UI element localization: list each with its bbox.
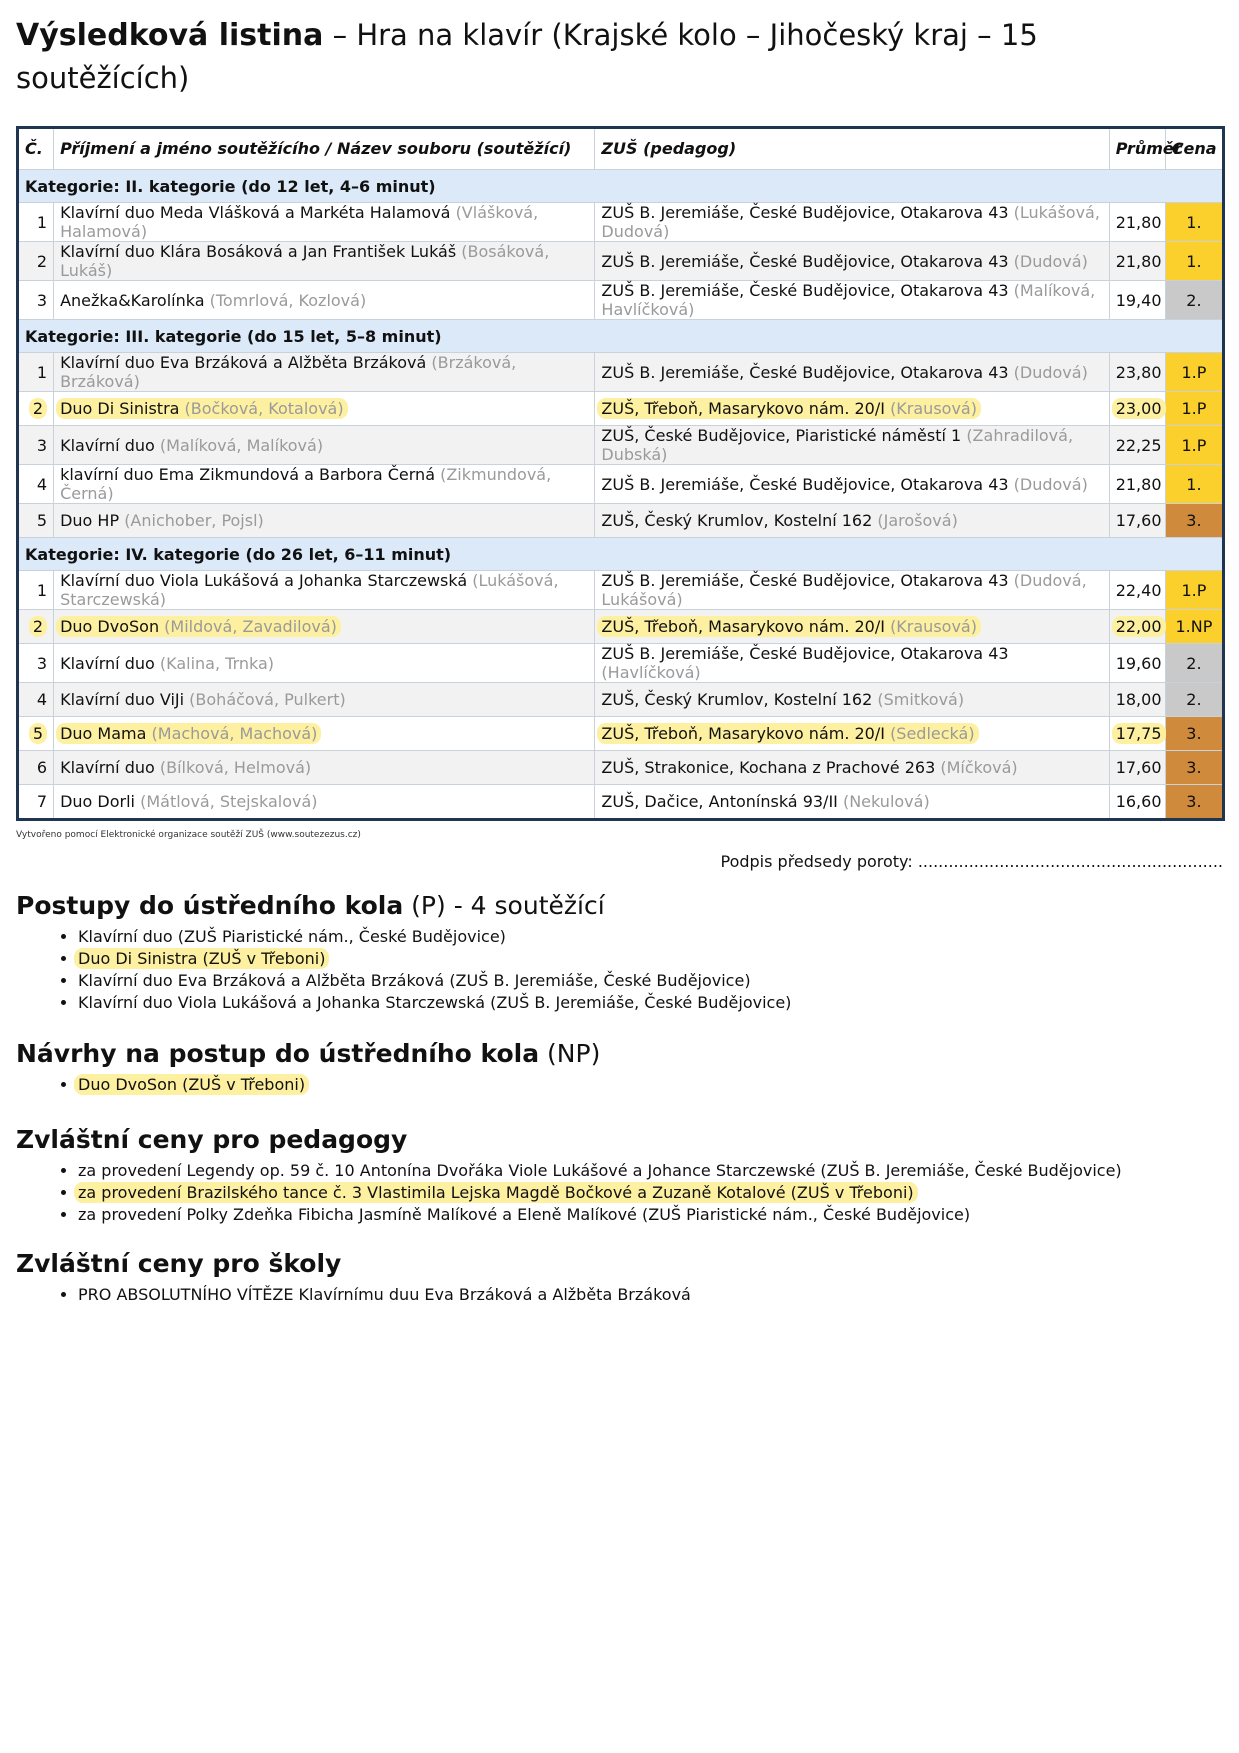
row-number-highlight: 2 [29, 398, 47, 419]
school-cell [595, 717, 1109, 751]
row-number: 4 [18, 683, 54, 717]
contestant-cell [54, 504, 595, 538]
score-highlight: 23,00 [1112, 398, 1166, 419]
school-name: ZUŠ, Dačice, Antonínská 93/II [601, 792, 838, 811]
teacher-name: (Malíková, Havlíčková) [601, 281, 1096, 319]
teacher-name: (Dudová) [1013, 474, 1088, 494]
school-name: ZUŠ B. Jeremiáše, České Budějovice, Otakarova 43 [601, 474, 1009, 494]
col-header-prize: Cena [1165, 128, 1223, 170]
average-score: 23,80 [1109, 353, 1165, 392]
prize-badge: 3. [1165, 751, 1223, 785]
section-title-note: (P) - 4 soutěžící [403, 891, 605, 920]
school-cell [595, 683, 1109, 717]
average-score: 22,25 [1109, 426, 1165, 465]
section-nominations [16, 1038, 1223, 1096]
school-cell [595, 426, 1109, 465]
page-title [16, 14, 1076, 100]
table-row [18, 751, 1224, 785]
school-name: ZUŠ B. Jeremiáše, České Budějovice, Otakarova 43 [601, 281, 1009, 300]
school-name: ZUŠ B. Jeremiáše, České Budějovice, Otakarova 43 [601, 203, 1009, 222]
section-title: Zvláštní ceny pro pedagogy [16, 1125, 408, 1154]
section-teacher-prizes [16, 1124, 1223, 1226]
average-score: 17,60 [1109, 504, 1165, 538]
contestant-cell [54, 751, 595, 785]
school-highlight [597, 616, 981, 637]
school-cell [595, 785, 1109, 820]
table-header-row [18, 128, 1224, 170]
advance-list [16, 926, 1223, 1014]
school-cell [595, 465, 1109, 504]
contestant-name: Klavírní duo ViJi [60, 690, 185, 709]
average-score: 17,60 [1109, 751, 1165, 785]
school-cell [595, 571, 1109, 610]
average-score: 21,80 [1109, 242, 1165, 281]
score-highlight: 17,75 [1112, 723, 1166, 744]
teacher-name: (Míčková) [940, 758, 1018, 777]
prize-badge: 1.P [1165, 426, 1223, 465]
average-score: 19,60 [1109, 644, 1165, 683]
school-cell [595, 644, 1109, 683]
contestant-cell [54, 785, 595, 820]
contestant-name: klavírní duo Ema Zikmundová a Barbora Černá [60, 465, 435, 484]
table-row [18, 683, 1224, 717]
teacher-name: (Krausová) [890, 617, 977, 636]
average-score [1109, 392, 1165, 426]
teacher-prizes-list [16, 1160, 1223, 1226]
contestant-cell [54, 571, 595, 610]
credit-note: Vytvořeno pomocí Elektronické organizace soutěží ZUŠ (www.soutezezus.cz) [16, 830, 361, 840]
list-item-highlight: Duo DvoSon (ZUŠ v Třeboni) [74, 1074, 309, 1095]
list-item: • za provedení Legendy op. 59 č. 10 Antonína Dvořáka Viole Lukášové a Johance Starczewské (ZUŠ B. Jeremiáše, České Budějovice) [78, 1160, 1223, 1182]
table-row [18, 242, 1224, 281]
teacher-name: (Dudová) [1013, 251, 1088, 271]
teacher-name: (Smitková) [877, 690, 965, 709]
category-label: Kategorie: III. kategorie (do 15 let, 5–8 minut) [18, 320, 1224, 353]
prize-badge: 2. [1165, 644, 1223, 683]
teacher-name: (Nekulová) [842, 792, 930, 811]
page-title-subtitle: – Hra na klavír (Krajské kolo – Jihočeský kraj – 15 soutěžících) [16, 18, 1038, 95]
table-row [18, 426, 1224, 465]
school-cell [595, 392, 1109, 426]
teacher-name: (Havlíčková) [601, 663, 701, 682]
teacher-name: (Sedlecká) [890, 724, 975, 743]
prize-badge: 2. [1165, 281, 1223, 320]
contestant-name: Duo DvoSon [60, 617, 160, 636]
school-cell [595, 203, 1109, 242]
contestant-name: Klavírní duo Meda Vlášková a Markéta Halamová [60, 203, 451, 222]
teacher-name: (Krausová) [890, 399, 977, 418]
contestant-members: (Bílková, Helmová) [159, 758, 312, 777]
school-cell [595, 610, 1109, 644]
teacher-name: (Zahradilová, Dubská) [601, 426, 1074, 464]
list-item: • za provedení Polky Zdeňka Fibicha Jasmíně Malíkové a Eleně Malíkové (ZUŠ Piaristické nám., České Budějovice) [78, 1204, 1223, 1226]
prize-badge: 1.P [1165, 353, 1223, 392]
contestant-cell [54, 203, 595, 242]
section-title-note: (NP) [539, 1039, 601, 1068]
school-cell [595, 504, 1109, 538]
list-item: • PRO ABSOLUTNÍHO VÍTĚZE Klavírnímu duu Eva Brzáková a Alžběta Brzáková [78, 1284, 1223, 1306]
contestant-cell [54, 683, 595, 717]
row-number: 1 [18, 571, 54, 610]
teacher-name: (Dudová) [1013, 362, 1088, 382]
contestant-cell [54, 465, 595, 504]
row-number [18, 610, 54, 644]
school-name: ZUŠ, Český Krumlov, Kostelní 162 [601, 511, 873, 530]
table-row [18, 465, 1224, 504]
contestant-members: (Zikmundová, Černá) [60, 465, 552, 503]
prize-badge: 1.P [1165, 392, 1223, 426]
school-prizes-list [16, 1284, 1223, 1306]
contestant-highlight [56, 723, 321, 744]
school-name: ZUŠ, Třeboň, Masarykovo nám. 20/I [601, 724, 885, 743]
prize-badge: 1.P [1165, 571, 1223, 610]
section-advance [16, 890, 1223, 1014]
contestant-members: (Mátlová, Stejskalová) [140, 792, 318, 811]
jury-signature-line: Podpis předsedy poroty: ............................................................ [720, 852, 1223, 871]
prize-badge: 3. [1165, 504, 1223, 538]
table-row [18, 353, 1224, 392]
section-title-main: Návrhy na postup do ústředního kola [16, 1039, 540, 1068]
row-number: 7 [18, 785, 54, 820]
school-name: ZUŠ B. Jeremiáše, České Budějovice, Otakarova 43 [601, 251, 1009, 271]
contestant-members: (Tomrlová, Kozlová) [209, 290, 367, 310]
teacher-name: (Lukášová, Dudová) [601, 203, 1100, 241]
row-number: 3 [18, 644, 54, 683]
school-cell [595, 353, 1109, 392]
section-title [16, 890, 1223, 922]
list-item [78, 948, 1223, 970]
teacher-name: (Dudová, Lukášová) [601, 571, 1087, 609]
school-name: ZUŠ, České Budějovice, Piaristické náměstí 1 [601, 426, 962, 445]
average-score: 16,60 [1109, 785, 1165, 820]
prize-badge: 2. [1165, 683, 1223, 717]
prize-badge: 1. [1165, 465, 1223, 504]
contestant-members: (Mildová, Zavadilová) [164, 617, 337, 636]
contestant-members: (Machová, Machová) [151, 724, 318, 743]
contestant-members: (Lukášová, Starczewská) [60, 571, 559, 609]
list-item-highlight: za provedení Brazilského tance č. 3 Vlastimila Lejska Magdě Bočkové a Zuzaně Kotalové (ZUŠ v Třeboni) [74, 1182, 918, 1203]
average-score: 19,40 [1109, 281, 1165, 320]
contestant-members: (Bosáková, Lukáš) [60, 242, 550, 280]
prize-badge: 3. [1165, 785, 1223, 820]
results-table [16, 126, 1225, 821]
school-name: ZUŠ, Třeboň, Masarykovo nám. 20/I [601, 399, 885, 418]
school-cell [595, 242, 1109, 281]
school-name: ZUŠ B. Jeremiáše, České Budějovice, Otakarova 43 [601, 571, 1009, 590]
school-name: ZUŠ B. Jeremiáše, České Budějovice, Otakarova 43 [601, 362, 1009, 382]
col-header-average: Průměr [1109, 128, 1165, 170]
col-header-school: ZUŠ (pedagog) [595, 128, 1109, 170]
category-row [18, 170, 1224, 203]
contestant-cell [54, 242, 595, 281]
school-cell [595, 281, 1109, 320]
list-item: • Klavírní duo (ZUŠ Piaristické nám., České Budějovice) [78, 926, 1223, 948]
row-number: 1 [18, 353, 54, 392]
table-row [18, 504, 1224, 538]
row-number [18, 717, 54, 751]
category-row [18, 538, 1224, 571]
list-item [78, 1182, 1223, 1204]
contestant-cell [54, 426, 595, 465]
list-item: • Klavírní duo Eva Brzáková a Alžběta Brzáková (ZUŠ B. Jeremiáše, České Budějovice) [78, 970, 1223, 992]
table-row [18, 571, 1224, 610]
teacher-name: (Jarošová) [877, 511, 958, 530]
table-row [18, 717, 1224, 751]
row-number: 1 [18, 203, 54, 242]
contestant-name: Duo Di Sinistra [60, 399, 180, 418]
school-highlight [597, 398, 981, 419]
prize-badge: 3. [1165, 717, 1223, 751]
col-header-no: Č. [18, 128, 54, 170]
contestant-name: Klavírní duo [60, 653, 155, 673]
prize-badge: 1.NP [1165, 610, 1223, 644]
contestant-cell [54, 353, 595, 392]
school-highlight [597, 723, 978, 744]
contestant-name: Duo Mama [60, 724, 147, 743]
page-title-main: Výsledková listina [16, 18, 324, 53]
row-number [18, 392, 54, 426]
row-number: 6 [18, 751, 54, 785]
prize-badge: 1. [1165, 203, 1223, 242]
contestant-cell [54, 281, 595, 320]
contestant-name: Klavírní duo Viola Lukášová a Johanka Starczewská [60, 571, 468, 590]
category-label: Kategorie: II. kategorie (do 12 let, 4–6 minut) [18, 170, 1224, 203]
school-name: ZUŠ, Strakonice, Kochana z Prachové 263 [601, 758, 936, 777]
school-cell [595, 751, 1109, 785]
school-name: ZUŠ, Třeboň, Masarykovo nám. 20/I [601, 617, 885, 636]
nominations-list [16, 1074, 1223, 1096]
category-row [18, 320, 1224, 353]
table-row [18, 644, 1224, 683]
contestant-members: (Brzáková, Brzáková) [60, 353, 517, 391]
average-score: 22,40 [1109, 571, 1165, 610]
table-row [18, 392, 1224, 426]
row-number-highlight: 5 [29, 723, 47, 744]
list-item: • Klavírní duo Viola Lukášová a Johanka Starczewská (ZUŠ B. Jeremiáše, České Budějovice) [78, 992, 1223, 1014]
contestant-highlight [56, 616, 341, 637]
contestant-members: (Kalina, Trnka) [159, 653, 275, 673]
section-title [16, 1038, 1223, 1070]
contestant-members: (Bočková, Kotalová) [184, 399, 344, 418]
prize-badge: 1. [1165, 242, 1223, 281]
contestant-cell [54, 610, 595, 644]
average-score: 21,80 [1109, 465, 1165, 504]
table-row [18, 203, 1224, 242]
school-name: ZUŠ B. Jeremiáše, České Budějovice, Otakarova 43 [601, 644, 1009, 663]
section-school-prizes [16, 1248, 1223, 1306]
category-label: Kategorie: IV. kategorie (do 26 let, 6–11 minut) [18, 538, 1224, 571]
contestant-name: Duo HP [60, 511, 120, 530]
contestant-cell [54, 644, 595, 683]
average-score: 21,80 [1109, 203, 1165, 242]
row-number: 3 [18, 281, 54, 320]
table-row [18, 281, 1224, 320]
contestant-cell [54, 392, 595, 426]
contestant-name: Klavírní duo [60, 435, 155, 455]
col-header-name: Příjmení a jméno soutěžícího / Název souboru (soutěžící) [54, 128, 595, 170]
school-name: ZUŠ, Český Krumlov, Kostelní 162 [601, 690, 873, 709]
table-row [18, 785, 1224, 820]
row-number: 5 [18, 504, 54, 538]
list-item [78, 1074, 1223, 1096]
contestant-name: Anežka&Karolínka [60, 290, 205, 310]
average-score [1109, 717, 1165, 751]
contestant-members: (Vlášková, Halamová) [60, 203, 539, 241]
contestant-name: Klavírní duo Eva Brzáková a Alžběta Brzáková [60, 353, 427, 372]
list-item-highlight: Duo Di Sinistra (ZUŠ v Třeboni) [74, 948, 329, 969]
contestant-highlight [56, 398, 348, 419]
contestant-cell [54, 717, 595, 751]
contestant-members: (Anichober, Pojsl) [124, 511, 264, 530]
row-number: 3 [18, 426, 54, 465]
contestant-name: Klavírní duo Klára Bosáková a Jan František Lukáš [60, 242, 457, 261]
section-title: Zvláštní ceny pro školy [16, 1249, 342, 1278]
score-highlight: 22,00 [1112, 616, 1166, 637]
contestant-name: Duo Dorli [60, 792, 135, 811]
average-score: 18,00 [1109, 683, 1165, 717]
row-number: 2 [18, 242, 54, 281]
row-number-highlight: 2 [29, 616, 47, 637]
section-title-main: Postupy do ústředního kola [16, 891, 404, 920]
contestant-name: Klavírní duo [60, 758, 155, 777]
table-row [18, 610, 1224, 644]
row-number: 4 [18, 465, 54, 504]
contestant-members: (Boháčová, Pulkert) [189, 690, 346, 709]
average-score [1109, 610, 1165, 644]
contestant-members: (Malíková, Malíková) [159, 435, 324, 455]
